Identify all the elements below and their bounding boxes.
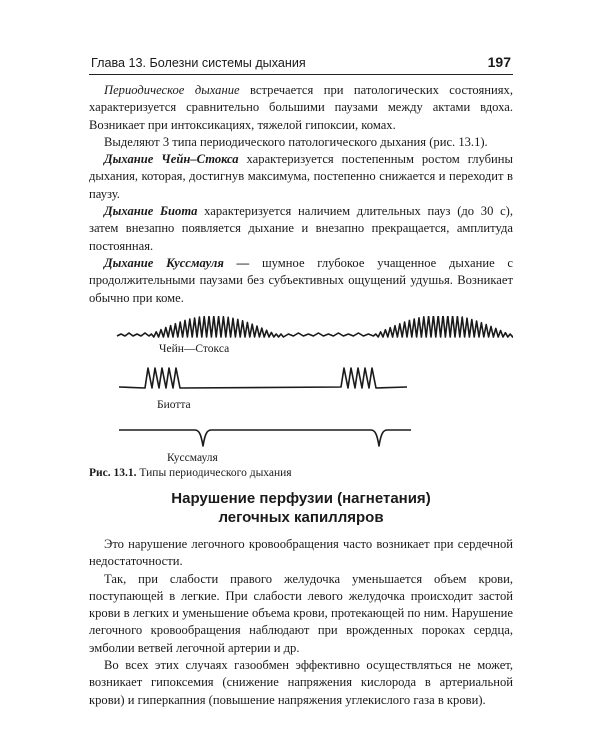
paragraph-perfusion-3: Во всех этих случаях газообмен эффективно осуществляться не может, возникает гипоксемия (снижение напряжения кислорода в артериальной крови) и гиперкапния (повышение напряжения углекислого газа в крови). bbox=[89, 658, 513, 707]
running-header bbox=[89, 54, 513, 75]
label-cheyne-stokes: Чейн—Стокса bbox=[159, 343, 230, 355]
term-cheyne-stokes: Дыхание Чейн–Стокса bbox=[104, 152, 239, 167]
term-biot: Дыхание Биота bbox=[104, 204, 198, 219]
caption-text: Типы периодического дыхания bbox=[136, 467, 292, 479]
figure-breathing-types bbox=[89, 316, 513, 480]
cheyne-stokes-waveform bbox=[117, 316, 513, 337]
breathing-waveforms bbox=[89, 316, 513, 466]
biot-waveform bbox=[119, 368, 407, 388]
caption-number: Рис. 13.1. bbox=[89, 467, 137, 479]
paragraph-cheyne-stokes: Дыхание Чейн–Стокса характеризуется постепенным ростом глубины дыхания, которая, достигнув максимума, постепенно снижается и переходит в паузу. bbox=[89, 152, 513, 201]
paragraph-perfusion-2: Так, при слабости правого желудочка уменьшается объем крови, поступающей в легкие. При слабости левого желудочка происходит застой крови в легких и уменьшение объема крови, протекающей по ним. Нарушение легочного кровообращения наблюдают при врожденных пороках сердца, эмболии ветвей легочной артерии и др. bbox=[89, 571, 513, 655]
paragraph-types-intro: Выделяют 3 типа периодического патологического дыхания (рис. 13.1). bbox=[104, 134, 488, 149]
body-text-top bbox=[89, 82, 513, 307]
chapter-title: Глава 13. Болезни системы дыхания bbox=[91, 56, 306, 70]
kussmaul-waveform bbox=[119, 430, 411, 446]
paragraph-kussmaul: Дыхание Куссмауля — шумное глубокое учащенное дыхание с продолжительными паузами без субъективных ощущений удушья. Возникает обычно при коме. bbox=[89, 255, 513, 305]
label-biot: Биотта bbox=[157, 399, 191, 411]
section-heading: Нарушение перфузии (нагнетания) легочных капилляров bbox=[171, 490, 431, 526]
label-kussmaul: Куссмауля bbox=[167, 452, 218, 464]
paragraph-biot: Дыхание Биота характеризуется наличием длительных пауз (до 30 с), затем внезапно появляется дыхание и внезапно прекращается, амплитуда постоянная. bbox=[89, 204, 513, 253]
paragraph-periodic-breathing: Периодическое дыхание встречается при патологических состояниях, характеризуется сравнительно большими паузами между актами вдоха. Возникает при интоксикациях, тяжелой гипоксии, комах. bbox=[89, 83, 513, 132]
term-periodic-breathing: Периодическое дыхание bbox=[104, 83, 240, 97]
page-number: 197 bbox=[487, 54, 511, 70]
body-text-bottom bbox=[89, 536, 513, 709]
term-kussmaul: Дыхание Куссмауля — bbox=[104, 255, 250, 270]
figure-caption bbox=[89, 467, 292, 479]
paragraph-perfusion-1: Это нарушение легочного кровообращения часто возникает при сердечной недостаточности. bbox=[89, 537, 513, 569]
